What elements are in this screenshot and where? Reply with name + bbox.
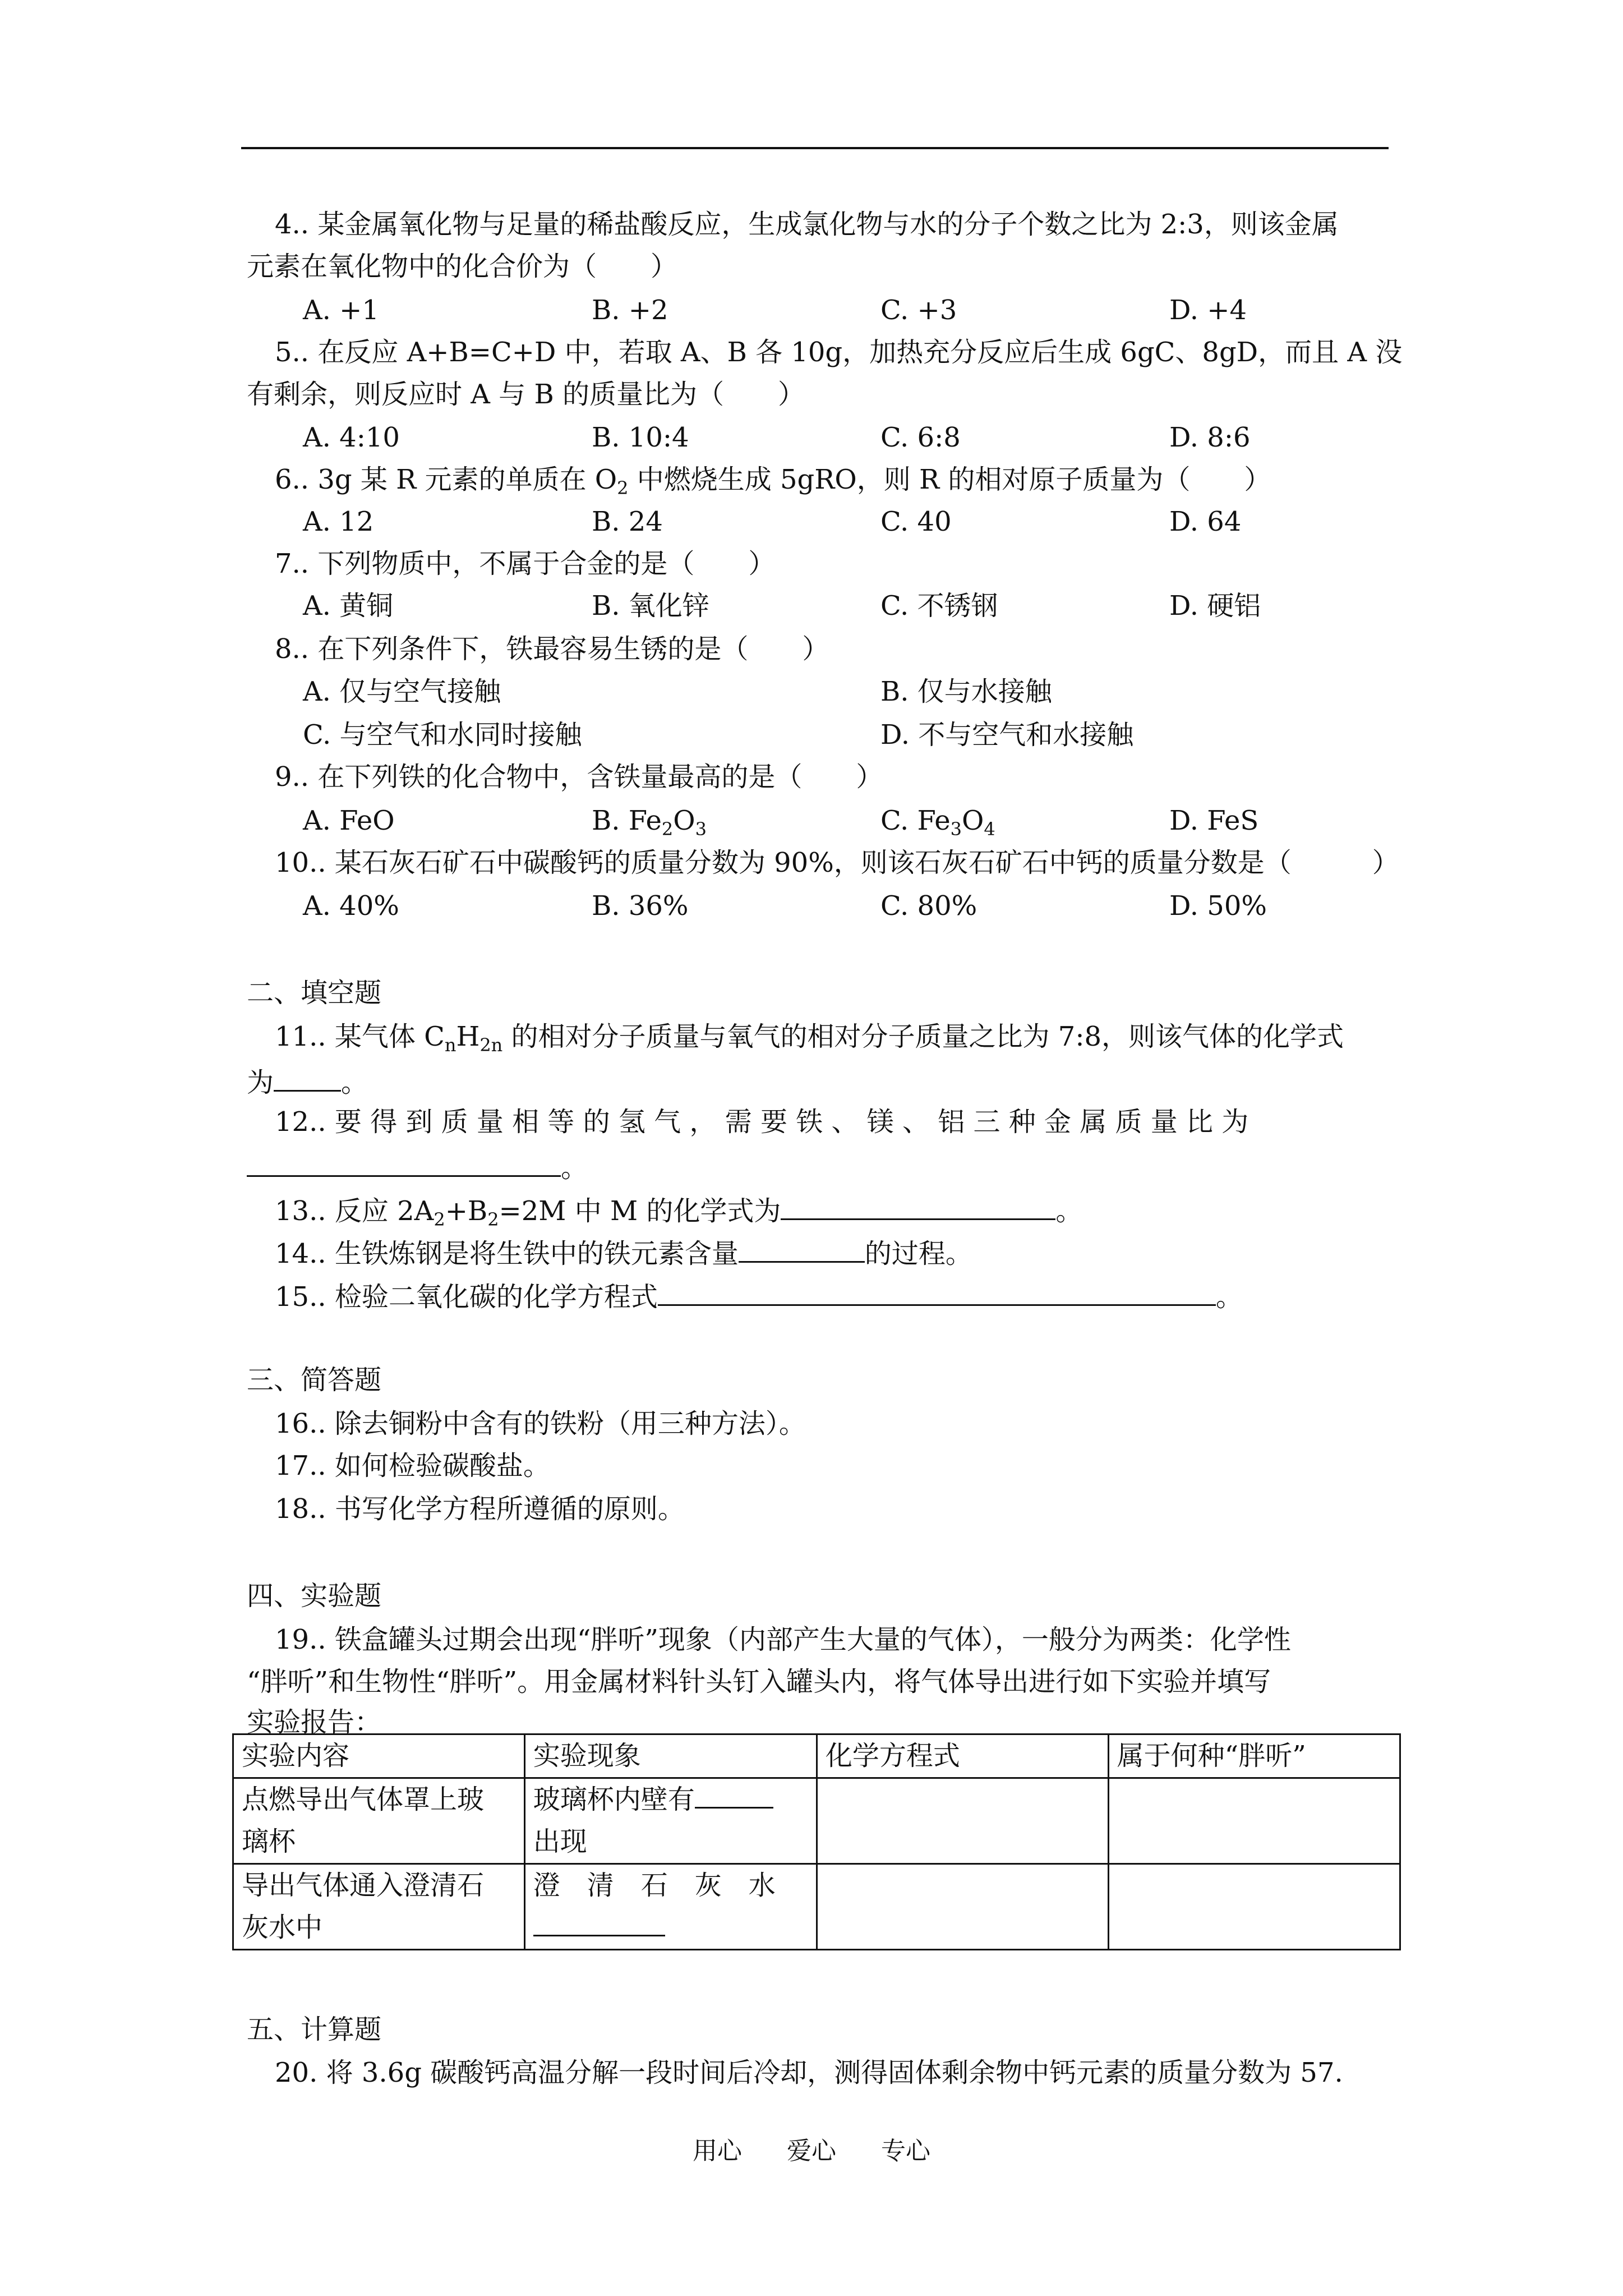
- question-7: 7.. 下列物质中，不属于合金的是（ ）: [275, 548, 776, 579]
- question-11-line-1: 11.. 某气体 $C_nH_{2n}$ 的相对分子质量与氧气的相对分子质量之比为 7:8，则该气体的化学式: [275, 1021, 1344, 1056]
- table-cell-empty[interactable]: [1108, 1864, 1400, 1950]
- q8-option-a: A. 仅与空气接触: [303, 676, 501, 707]
- q13-answer-blank[interactable]: [781, 1190, 1055, 1220]
- q6-option-a: A. 12: [303, 506, 374, 537]
- q7-option-c: C. 不锈钢: [880, 590, 998, 622]
- q5-option-c: C. 6:8: [880, 422, 961, 453]
- question-12-line-1: 12.. 要 得 到 质 量 相 等 的 氢 气 ， 需 要 铁 、 镁 、 铝 三 种 金 属 质 量 比 为: [275, 1106, 1249, 1138]
- question-19-line-1: 19.. 铁盒罐头过期会出现“胖听”现象（内部产生大量的气体），一般分为两类：化学性: [275, 1624, 1291, 1655]
- question-5-line-2: 有剩余，则反应时 A 与 B 的质量比为（ ）: [247, 379, 805, 410]
- page-footer: 用心 爱心 专心: [693, 2137, 930, 2165]
- q9-option-d: D. FeS: [1169, 805, 1259, 836]
- table-cell: 澄 清 石 灰 水: [524, 1864, 817, 1950]
- q4-option-a: A. +1: [303, 295, 379, 326]
- table-header-cell: 化学方程式: [817, 1734, 1108, 1778]
- table-cell: 玻璃杯内壁有 出现: [524, 1778, 817, 1864]
- question-4-line-1: 4.. 某金属氧化物与足量的稀盐酸反应，生成氯化物与水的分子个数之比为 2:3，则该金属: [275, 209, 1339, 240]
- q6-option-c: C. 40: [880, 506, 952, 537]
- q7-option-b: B. 氧化锌: [592, 590, 709, 622]
- question-5-line-1: 5.. 在反应 A+B=C+D 中，若取 A、B 各 10g，加热充分反应后生成 6gC、8gD，而且 A 没: [275, 337, 1403, 368]
- q10-option-a: A. 40%: [303, 890, 399, 922]
- section-3-title: 三、简答题: [247, 1364, 382, 1396]
- table-cell-empty[interactable]: [1108, 1778, 1400, 1864]
- q9-option-c: C. $Fe_3O_4$: [880, 805, 995, 840]
- q5-option-a: A. 4:10: [303, 422, 400, 453]
- question-9: 9.. 在下列铁的化合物中，含铁量最高的是（ ）: [275, 761, 883, 793]
- q5-option-b: B. 10:4: [592, 422, 689, 453]
- question-14: 14.. 生铁炼钢是将生铁中的铁元素含量 的过程。: [275, 1233, 972, 1271]
- question-18: 18.. 书写化学方程所遵循的原则。: [275, 1493, 685, 1525]
- question-17: 17.. 如何检验碳酸盐。: [275, 1450, 550, 1481]
- q11-answer-blank[interactable]: [274, 1062, 341, 1092]
- q8-option-b: B. 仅与水接触: [880, 676, 1052, 707]
- question-8: 8.. 在下列条件下，铁最容易生锈的是（ ）: [275, 633, 829, 665]
- q14-answer-blank[interactable]: [739, 1233, 865, 1263]
- section-2-title: 二、填空题: [247, 977, 382, 1009]
- phenomenon-blank[interactable]: [695, 1780, 773, 1809]
- q4-option-d: D. +4: [1169, 295, 1247, 326]
- q4-option-c: C. +3: [880, 295, 957, 326]
- question-15: 15.. 检验二氧化碳的化学方程式 。: [275, 1276, 1243, 1314]
- question-19-line-3: 实验报告：: [247, 1706, 382, 1738]
- q12-answer-blank[interactable]: [247, 1147, 561, 1177]
- q9-option-b: B. $Fe_2O_3$: [592, 805, 707, 840]
- section-5-title: 五、计算题: [247, 2014, 382, 2045]
- q6-option-b: B. 24: [592, 506, 663, 537]
- q10-option-b: B. 36%: [592, 890, 689, 922]
- q10-option-d: D. 50%: [1169, 890, 1267, 922]
- table-cell: 点燃导出气体罩上玻 璃杯: [233, 1778, 525, 1864]
- q7-option-d: D. 硬铝: [1169, 590, 1261, 622]
- q15-answer-blank[interactable]: [658, 1276, 1216, 1306]
- question-4-line-2: 元素在氧化物中的化合价为（ ）: [247, 251, 678, 282]
- question-6: 6.. 3g 某 R 元素的单质在 $O_2$ 中燃烧生成 5gRO，则 R 的相对原子质量为（ ）: [275, 464, 1271, 499]
- q6-option-d: D. 64: [1169, 506, 1242, 537]
- table-header-cell: 实验内容: [233, 1734, 525, 1778]
- table-header-cell: 属于何种“胖听”: [1108, 1734, 1400, 1778]
- table-row: [233, 1864, 1400, 1950]
- table-cell-empty[interactable]: [817, 1778, 1108, 1864]
- limewater-blank[interactable]: [533, 1908, 665, 1936]
- table-cell: 导出气体通入澄清石 灰水中: [233, 1864, 525, 1950]
- table-row: [233, 1778, 1400, 1864]
- experiment-report-table: [232, 1733, 1401, 1950]
- table-cell-empty[interactable]: [817, 1864, 1108, 1950]
- question-16: 16.. 除去铜粉中含有的铁粉（用三种方法）。: [275, 1408, 806, 1439]
- q8-option-d: D. 不与空气和水接触: [880, 719, 1134, 751]
- table-header-cell: 实验现象: [524, 1734, 817, 1778]
- q7-option-a: A. 黄铜: [303, 590, 394, 622]
- question-13: 13.. 反应 $2A_2+B_2=2M$ 中 M 的化学式为 。: [275, 1190, 1082, 1228]
- section-4-title: 四、实验题: [247, 1580, 382, 1612]
- q4-option-b: B. +2: [592, 295, 668, 326]
- question-19-line-2: “胖听”和生物性“胖听”。用金属材料针头钉入罐头内，将气体导出进行如下实验并填写: [247, 1666, 1271, 1697]
- question-20: 20. 将 3.6g 碳酸钙高温分解一段时间后冷却，测得固体剩余物中钙元素的质量分数为 57.: [275, 2057, 1343, 2088]
- q9-option-a: A. FeO: [303, 805, 395, 836]
- table-header-row: [233, 1734, 1400, 1778]
- q8-option-c: C. 与空气和水同时接触: [303, 719, 582, 751]
- question-10: 10.. 某石灰石矿石中碳酸钙的质量分数为 90%，则该石灰石矿石中钙的质量分数是（ ）: [275, 847, 1399, 878]
- q5-option-d: D. 8:6: [1169, 422, 1251, 453]
- q10-option-c: C. 80%: [880, 890, 978, 922]
- question-11-line-2: 为 。: [247, 1062, 368, 1099]
- question-12-line-2: 。: [247, 1147, 588, 1185]
- header-rule: [241, 147, 1389, 149]
